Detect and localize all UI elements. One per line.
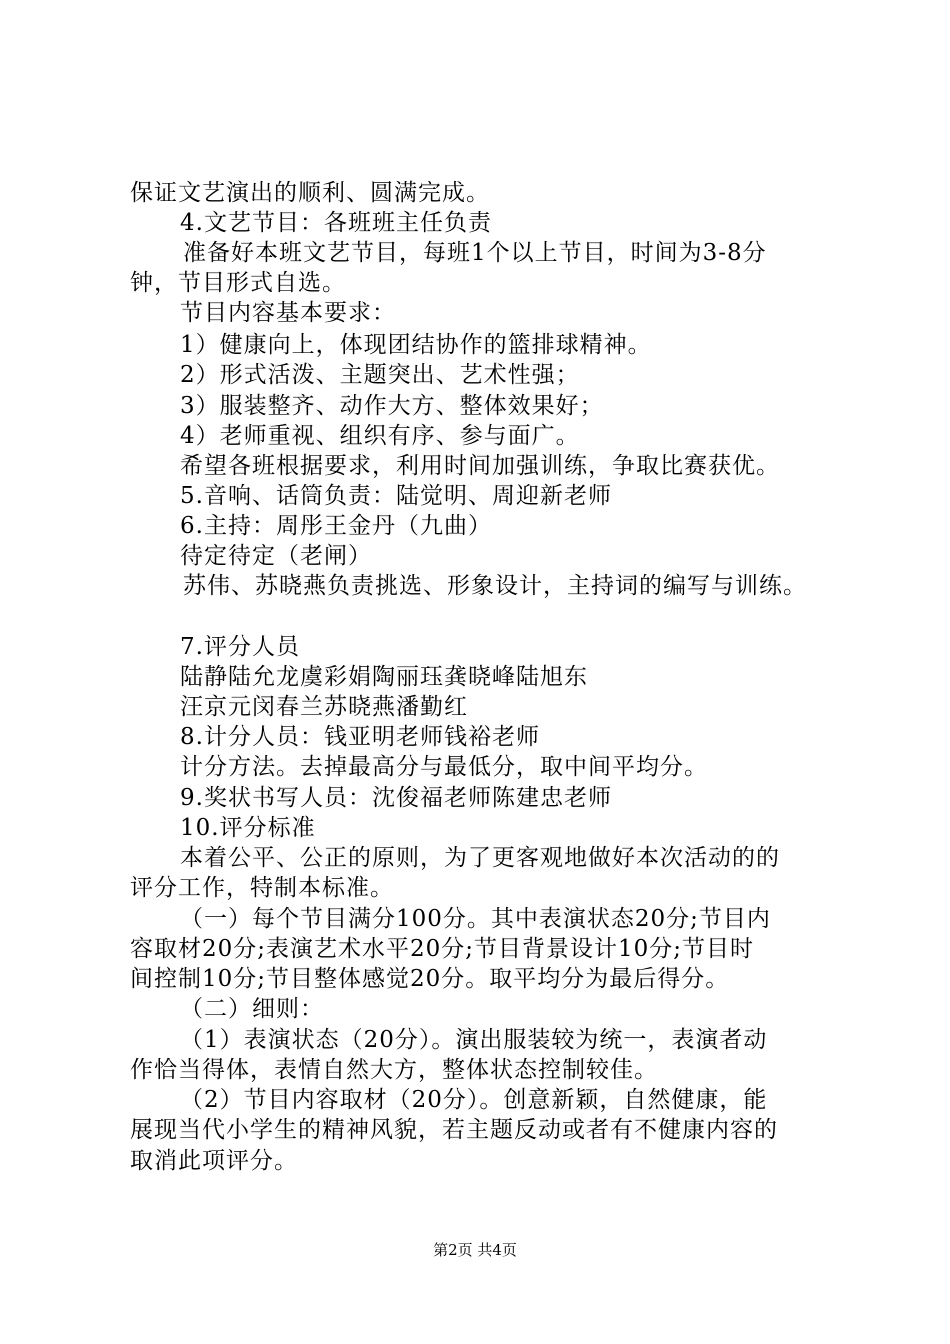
text-line-15: 7.评分人员 — [180, 634, 300, 660]
text-line-23: 评分工作，特制本标准。 — [130, 875, 394, 901]
text-line-22: 本着公平、公正的原则，为了更客观地做好本次活动的的 — [180, 845, 780, 871]
text-line-4: 钟，节目形式自选。 — [130, 270, 346, 296]
text-line-17: 汪京元闵春兰苏晓燕潘勤红 — [180, 694, 468, 720]
text-line-9: 4）老师重视、组织有序、参与面广。 — [180, 423, 580, 449]
text-line-14: 苏伟、苏晓燕负责挑选、形象设计，主持词的编写与训练。 — [183, 573, 807, 599]
text-line-24: （一）每个节目满分100分。其中表演状态20分;节目内 — [180, 906, 771, 932]
text-line-2: 4.文艺节目：各班班主任负责 — [180, 210, 492, 236]
text-line-32: 取消此项评分。 — [130, 1148, 298, 1174]
text-line-10: 希望各班根据要求，利用时间加强训练，争取比赛获优。 — [180, 453, 780, 479]
text-line-16: 陆静陆允龙虞彩娟陶丽珏龚晓峰陆旭东 — [180, 664, 588, 690]
text-line-25: 容取材20分;表演艺术水平20分;节目背景设计10分;节目时 — [130, 936, 755, 962]
text-line-7: 2）形式活泼、主题突出、艺术性强； — [180, 362, 580, 388]
text-line-31: 展现当代小学生的精神风貌，若主题反动或者有不健康内容的 — [130, 1117, 778, 1143]
text-line-28: （1）表演状态（20分）。演出服装较为统一，表演者动 — [180, 1027, 768, 1053]
text-line-21: 10.评分标准 — [180, 815, 316, 841]
text-line-20: 9.奖状书写人员：沈俊福老师陈建忠老师 — [180, 785, 612, 811]
text-line-3: 准备好本班文艺节目，每班1个以上节目，时间为3-8分 — [183, 240, 767, 266]
text-line-6: 1）健康向上，体现团结协作的篮排球精神。 — [180, 332, 652, 358]
text-line-12: 6.主持：周彤王金丹（九曲） — [180, 513, 492, 539]
text-line-13: 待定待定（老闸） — [180, 543, 372, 569]
text-line-30: （2）节目内容取材（20分）。创意新颖，自然健康，能 — [180, 1087, 768, 1113]
text-line-5: 节目内容基本要求： — [180, 300, 396, 326]
text-line-11: 5.音响、话筒负责：陆觉明、周迎新老师 — [180, 483, 612, 509]
text-line-29: 作恰当得体，表情自然大方，整体状态控制较佳。 — [130, 1057, 658, 1083]
page-footer: 第2页 共4页 — [433, 1241, 517, 1259]
text-line-19: 计分方法。去掉最高分与最低分，取中间平均分。 — [180, 754, 708, 780]
text-line-26: 间控制10分;节目整体感觉20分。取平均分为最后得分。 — [130, 966, 730, 992]
text-line-27: （二）细则： — [180, 996, 324, 1022]
text-line-8: 3）服装整齐、动作大方、整体效果好； — [180, 393, 604, 419]
text-line-18: 8.计分人员：钱亚明老师钱裕老师 — [180, 724, 540, 750]
text-line-1: 保证文艺演出的顺利、圆满完成。 — [130, 180, 490, 206]
